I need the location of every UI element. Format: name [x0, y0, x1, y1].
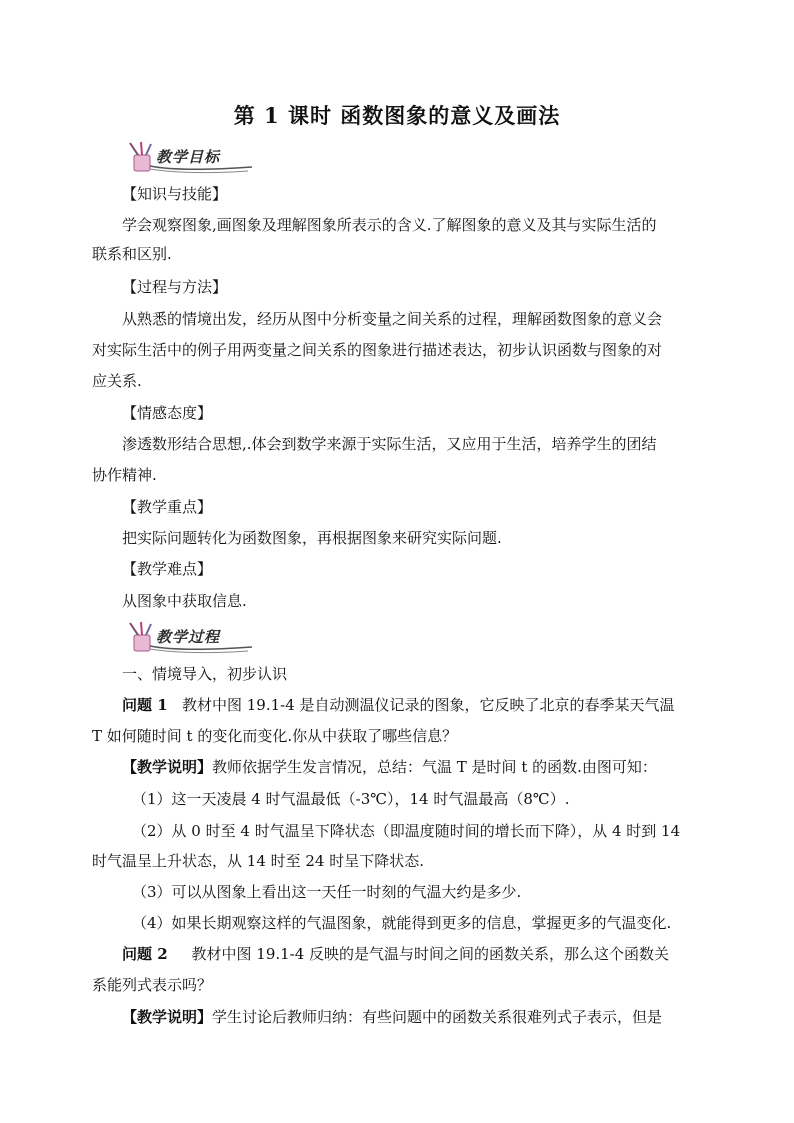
paragraph-line: 学会观察图象,画图象及理解图象所表示的含义.了解图象的意义及其与实际生活的 [122, 216, 657, 234]
paragraph-line: 从图象中获取信息. [122, 592, 247, 610]
explanation-1-line [122, 757, 742, 777]
key-point-heading: 【教学重点】 [122, 498, 213, 516]
explanation-2-line [122, 1007, 742, 1027]
explanation-label: 【教学说明】 [122, 758, 213, 776]
question-label: 问题 1 [122, 696, 168, 714]
question-label: 问题 2 [122, 945, 168, 963]
page-title: 第 1 课时 函数图象的意义及画法 [233, 103, 561, 128]
list-item: （2）从 0 时至 4 时气温呈下降状态（即温度随时间的增长而下降），从 4 时到 14 [132, 822, 681, 840]
list-item-continuation: 时气温呈上升状态，从 14 时至 24 时呈下降状态. [92, 852, 425, 870]
difficult-point-heading: 【教学难点】 [122, 560, 213, 578]
knowledge-heading: 【知识与技能】 [122, 185, 228, 203]
paragraph-line: 对实际生活中的例子用两变量之间关系的图象进行描述表达，初步认识函数与图象的对 [92, 341, 663, 359]
paragraph-line: 联系和区别. [92, 245, 172, 263]
question-2-line [122, 944, 742, 964]
paragraph-line: 把实际问题转化为函数图象，再根据图象来研究实际问题. [122, 529, 502, 547]
section-badge-label: 教学目标 [156, 148, 221, 166]
list-item: （3）可以从图象上看出这一天任一时刻的气温大约是多少. [132, 883, 522, 901]
section-badge-process [120, 620, 255, 656]
explanation-text: 教师依据学生发言情况，总结：气温 T 是时间 t 的函数.由图可知： [212, 758, 657, 776]
question-text: 教材中图 19.1-4 是自动测温仪记录的图象，它反映了北京的春季某天气温 [167, 696, 675, 714]
list-item: （4）如果长期观察这样的气温图象，就能得到更多的信息，掌握更多的气温变化. [132, 914, 672, 932]
explanation-label: 【教学说明】 [122, 1008, 213, 1026]
emotion-heading: 【情感态度】 [122, 404, 213, 422]
section-badge-label: 教学过程 [156, 628, 221, 646]
paragraph-line: 从熟悉的情境出发，经历从图中分析变量之间关系的过程，理解函数图象的意义会 [122, 310, 663, 328]
part-heading: 一、情境导入，初步认识 [122, 665, 288, 683]
explanation-text: 学生讨论后教师归纳：有些问题中的函数关系很难列式子表示，但是 [212, 1008, 663, 1026]
list-item: （1）这一天凌晨 4 时气温最低（-3℃），14 时气温最高（8℃）. [132, 790, 570, 808]
paragraph-line: 应关系. [92, 372, 142, 390]
paragraph-line: 协作精神. [92, 466, 157, 484]
paragraph-line: 系能列式表示吗？ [92, 976, 213, 994]
section-badge-goals [120, 140, 255, 176]
paragraph-line: T 如何随时间 t 的变化而变化.你从中获取了哪些信息？ [92, 727, 458, 745]
question-text: 教材中图 19.1-4 反映的是气温与时间之间的函数关系，那么这个函数关 [167, 945, 670, 963]
paragraph-line: 渗透数形结合思想,.体会到数学来源于实际生活，又应用于生活，培养学生的团结 [122, 435, 657, 453]
process-heading: 【过程与方法】 [122, 278, 228, 296]
question-1-line [122, 695, 742, 715]
